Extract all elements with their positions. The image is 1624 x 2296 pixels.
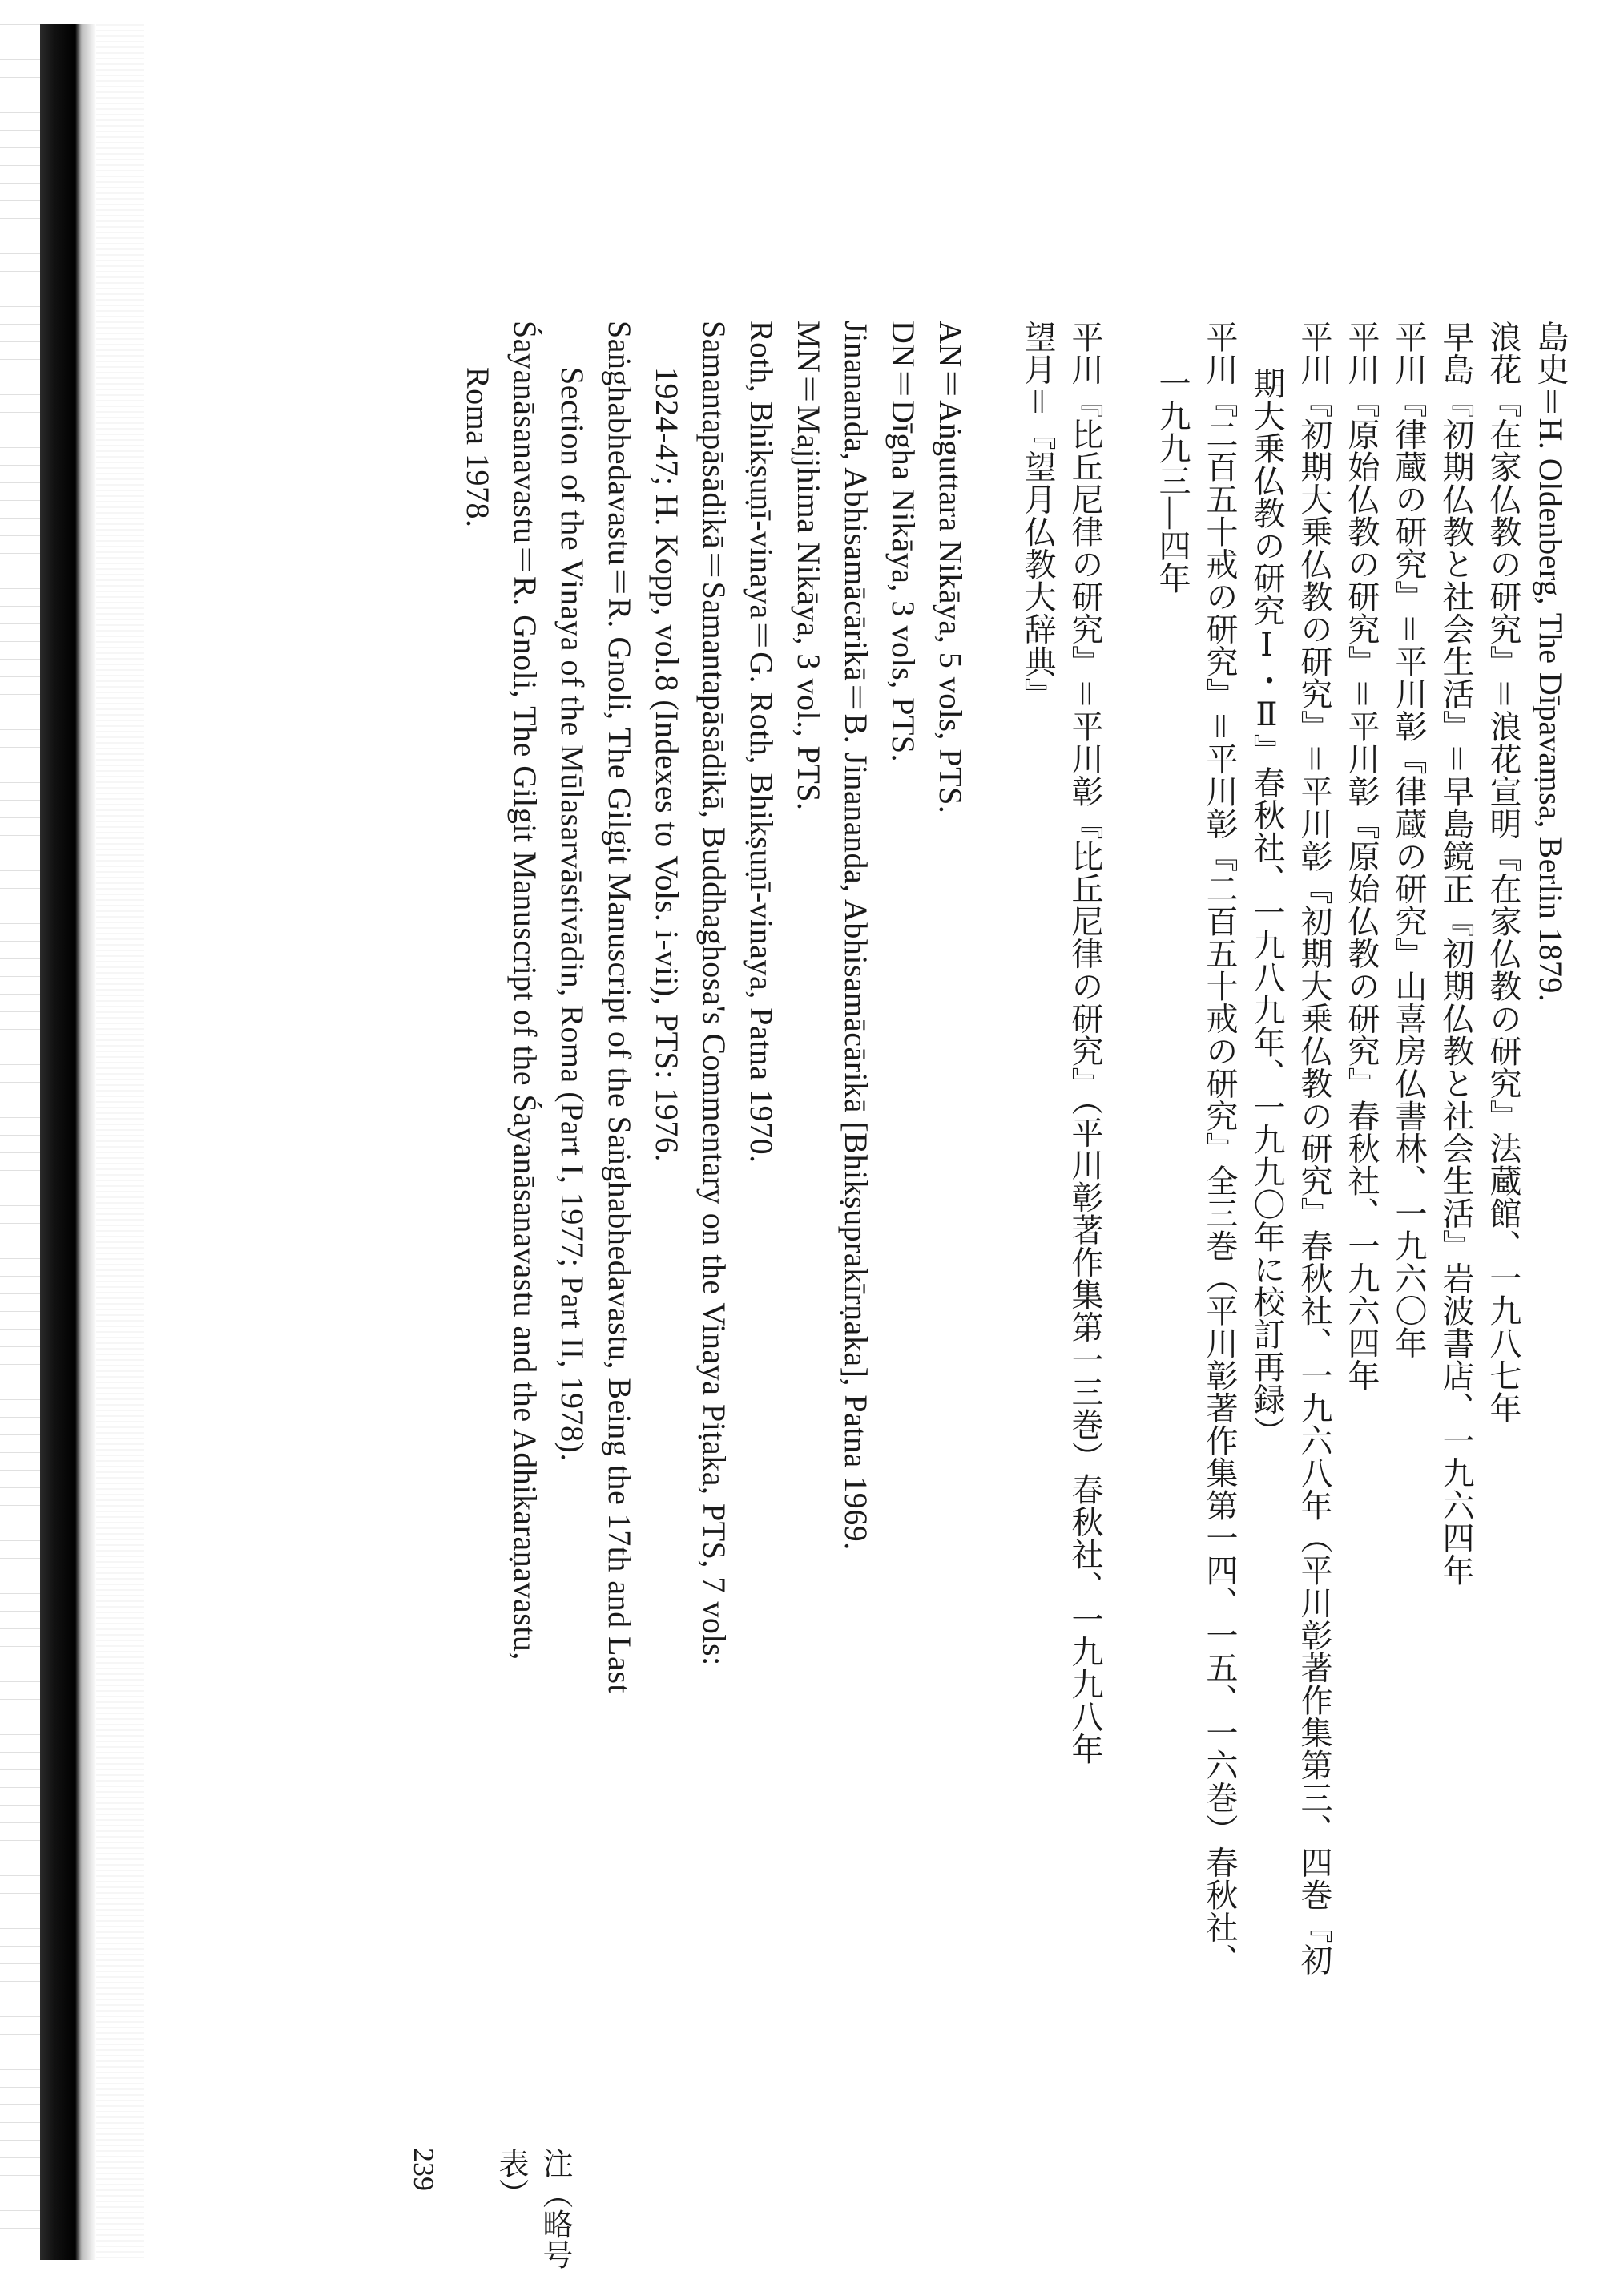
entry-3: 早島『初期仏教と社会生活』＝早島鏡正『初期仏教と社会生活』岩波書店、一九六四年 bbox=[1438, 321, 1474, 1587]
entry-11: DN＝Dīgha Nikāya, 3 vols, PTS. bbox=[885, 321, 921, 763]
page-number: 239 bbox=[408, 2148, 440, 2191]
entry-15: Samantapāsādikā＝Samantapāsādikā, Buddhaghosa's Commentary on the Vinaya Piṭaka, PTS, 7 vols: bbox=[696, 321, 732, 1666]
entry-7: 平川『二百五十戒の研究』＝平川彰『二百五十戒の研究』全三巻（平川彰著作集第一四、一五、一六巻）春秋社、 bbox=[1202, 321, 1238, 1976]
entry-2: 浪花『在家仏教の研究』＝浪花宣明『在家仏教の研究』法蔵館、一九八七年 bbox=[1485, 321, 1521, 1424]
entry-6-continued: 期大乗仏教の研究Ⅰ・Ⅱ』春秋社、一九八九年、一九九〇年に校訂再録） bbox=[1249, 367, 1285, 1448]
entry-13: MN＝Majjhima Nikāya, 3 vol., PTS. bbox=[791, 321, 827, 811]
entry-9: 望月＝『望月仏教大辞典』 bbox=[1020, 321, 1056, 710]
scan-left-marks bbox=[0, 24, 40, 2260]
entry-15-continued: 1924-47; H. Kopp, vol.8 (Indexes to Vols. i-vii), PTS: 1976. bbox=[649, 367, 685, 1162]
entry-6: 平川『初期大乗仏教の研究』＝平川彰『初期大乗仏教の研究』春秋社、一九六八年（平川彰著作集第三、四巻『初 bbox=[1296, 321, 1332, 1976]
entry-8: 平川『比丘尼律の研究』＝平川彰『比丘尼律の研究』（平川彰著作集第一三巻）春秋社、一九九八年 bbox=[1067, 321, 1103, 1765]
scanner-edge-shadow bbox=[40, 24, 96, 2260]
entry-5: 平川『原始仏教の研究』＝平川彰『原始仏教の研究』春秋社、一九六四年 bbox=[1344, 321, 1380, 1392]
entry-16-continued: Section of the Vinaya of the Mūlasarvāstivādin, Roma (Part I, 1977; Part II, 1978). bbox=[554, 367, 590, 1462]
entry-16: Saṅghabhedavastu＝R. Gnoli, The Gilgit Manuscript of the Saṅghabhedavastu, Being the 17th and Last bbox=[602, 321, 638, 1694]
entry-1: 島史＝H. Oldenberg, The Dīpavaṃsa, Berlin 1879. bbox=[1533, 321, 1569, 1003]
entry-4: 平川『律蔵の研究』＝平川彰『律蔵の研究』山喜房仏書林、一九六〇年 bbox=[1391, 321, 1427, 1359]
entry-7-continued: 一九九三―四年 bbox=[1155, 367, 1191, 595]
scanner-edge-noise bbox=[96, 24, 144, 2260]
entry-17: Śayanāsanavastu＝R. Gnoli, The Gilgit Manuscript of the Śayanāsanavastu and the Adhikaraṇavastu, bbox=[507, 321, 543, 1660]
entry-10: AN＝Aṅguttara Nikāya, 5 vols, PTS. bbox=[933, 321, 969, 814]
running-title: 注（略号表） bbox=[494, 2148, 571, 2270]
entry-12: Jinananda, Abhisamācārikā＝B. Jinananda, Abhisamācārikā [Bhikṣuprakīrṇaka], Patna 1969. bbox=[838, 321, 874, 1551]
entry-14: Roth, Bhikṣuṇī-vinaya＝G. Roth, Bhikṣuṇī-vinaya, Patna 1970. bbox=[743, 321, 780, 1164]
entry-17-continued: Roma 1978. bbox=[460, 367, 496, 528]
